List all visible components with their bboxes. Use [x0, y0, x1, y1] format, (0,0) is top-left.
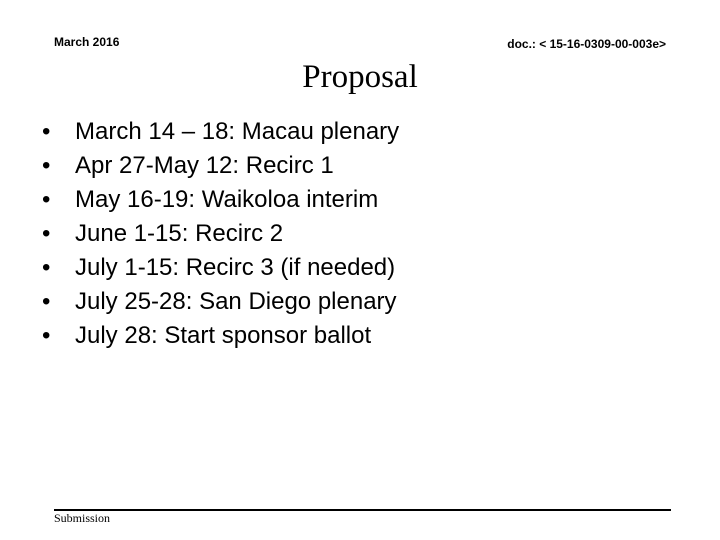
footer-submission-label: Submission [54, 511, 111, 525]
bullet-icon: • [42, 220, 51, 247]
slide-title: Proposal [302, 59, 418, 95]
bullet-list [42, 115, 399, 353]
bullet-item [42, 285, 399, 319]
footer-divider [54, 509, 671, 511]
bullet-text: June 1-15: Recirc 2 [75, 220, 284, 247]
bullet-icon: • [42, 152, 51, 179]
bullet-text: March 14 – 18: Macau plenary [75, 118, 400, 145]
bullet-icon: • [42, 186, 51, 213]
bullet-item [42, 183, 399, 217]
bullet-item [42, 115, 399, 149]
bullet-text: July 25-28: San Diego plenary [75, 288, 397, 315]
bullet-icon: • [42, 322, 51, 349]
header-date: March 2016 [54, 35, 120, 49]
bullet-icon: • [42, 118, 51, 145]
bullet-text: July 28: Start sponsor ballot [75, 322, 372, 349]
bullet-item [42, 149, 399, 183]
bullet-text: May 16-19: Waikoloa interim [75, 186, 379, 213]
bullet-item [42, 251, 399, 285]
bullet-text: July 1-15: Recirc 3 (if needed) [75, 254, 396, 281]
bullet-item [42, 319, 399, 353]
bullet-item [42, 217, 399, 251]
bullet-icon: • [42, 254, 51, 281]
bullet-text: Apr 27-May 12: Recirc 1 [75, 152, 334, 179]
header-doc-id: doc.: < 15-16-0309-00-003e> [507, 37, 666, 51]
bullet-icon: • [42, 288, 51, 315]
